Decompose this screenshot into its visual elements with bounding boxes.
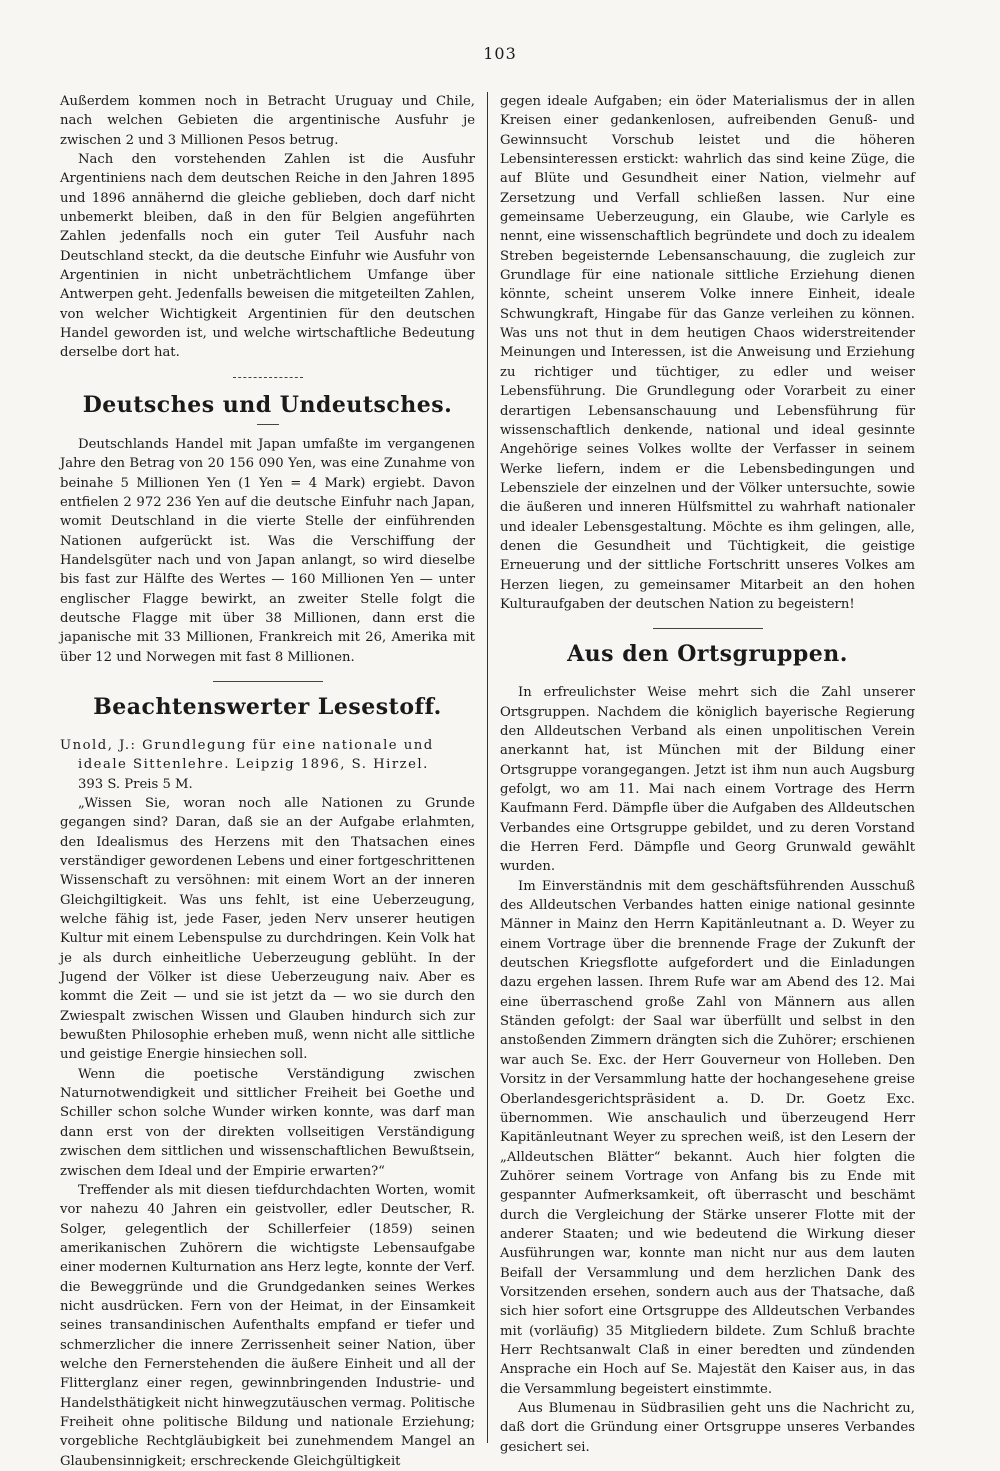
heading-underline — [257, 424, 279, 425]
page-number: 103 — [483, 44, 517, 63]
section-separator — [653, 628, 763, 629]
two-column-layout — [60, 92, 978, 1469]
left-column — [60, 92, 487, 1469]
heading-beachtenswerter-lesestoff: Beachtenswerter Lesestoff. — [93, 693, 442, 720]
continuation-paragraph: gegen ideale Aufgaben; ein öder Materialismus der in allen Kreisen einer gedankenlosen, aufreibenden Genuß- und Gewinnsucht Vorschub leistet und die höheren Lebensinteressen erstickt: wahrlich das sind keine Züge, die auf Blüte und Gesundheit einer Nation, vielmehr auf Zersetzung und Verfall schließen lassen. Nur eine gemeinsame Ueberzeugung, ein Glaube, wie Carlyle es nennt, eine wissenschaftlich begründete und doch zu idealem Streben begeisternde Lebensanschauung, die zugleich zur Grundlage für eine nationale sittliche Erziehung dienen könnte, scheint unserem Volke innere Einheit, ideale Schwungkraft, Hingabe für das Ganze verleihen zu können. Was uns not thut in dem heutigen Chaos widerstreitender Meinungen und Interessen, ist die Anweisung und Erziehung zu richtiger und tüchtiger, zu edler und weiser Lebensführung. Die Grundlegung oder Vorarbeit zu einer derartigen Lebensanschauung und Lebensführung für wissenschaftlich denkende, national und ideal gesinnte Angehörige seines Volkes wollte der Verfasser in seinem Werke liefern, indem er die Lebensbedingungen und Lebensziele der einzelnen und der Völker untersuchte, sowie die äußeren und inneren Hülfsmittel zu wahrhaft nationaler und idealer Lebensgestaltung. Möchte es ihm gelingen, alle, denen die Gesundheit und Tüchtigkeit, die geistige Erneuerung und der sittliche Fortschritt unseres Volkes am Herzen liegen, zu gemeinsamer Mitarbeit an den hohen Kulturaufgaben der deutschen Nation zu begeistern! — [500, 94, 915, 612]
book-reference-line-3: 393 S. Preis 5 M. — [78, 776, 193, 792]
heading-deutsches-und-undeutsches: Deutsches und Undeutsches. — [82, 391, 453, 418]
intro-paragraph-2: Nach den vorstehenden Zahlen ist die Ausfuhr Argentiniens nach dem deutschen Reiche in den Jahren 1895 und 1896 annähernd die gleiche geblieben, doch darf nicht unbemerkt bleiben, daß in den für Belgien angeführten Zahlen jedenfalls noch ein guter Teil Ausfuhr nach Deutschland steckt, da die deutsche Einfuhr wie Ausfuhr von Argentinien in nicht unbeträchtlichem Umfange über Antwerpen geht. Jedenfalls beweisen die mitgeteilten Zahlen, von welcher Wichtigkeit Argentinien für den deutschen Handel geworden ist, und welche wirtschaftliche Bedeutung derselbe dort hat. — [60, 152, 475, 361]
section2-paragraph-2: Wenn die poetische Verständigung zwischen Naturnotwendigkeit und sittlicher Freiheit bei Goethe und Schiller schon solche Wunder wirken konnte, was darf man dann erst von der direkten vollseitigen Verständigung zwischen dem sittlichen und wissenschaftlichen Bewußtsein, zwischen dem Ideal und der Empirie erwarten?“ — [60, 1066, 475, 1179]
section2-paragraph-3: Treffender als mit diesen tiefdurchdachten Worten, womit vor nahezu 40 Jahren ein geistvoller, edler Deutscher, R. Solger, gelegentlich der Schillerfeier (1859) seinen amerikanischen Zuhörern die wichtigste Lebensaufgabe einer modernen Kulturnation ans Herz legte, konnte der Verf. die Beweggründe und die Grundgedanken seines Werkes nicht ausdrücken. Fern von der Heimat, in der Einsamkeit seines transandinischen Aufenthalts empfand er tiefer und schmerzlicher die innere Zerrissenheit seiner Nation, über welche den Fernerstehenden die äußere Einheit und all der Flitterglanz einer regen, gewinnbringenden Industrie- und Handelsthätigkeit nicht hinwegzutäuschen vermag. Politische Freiheit ohne politische Bildung und nationale Erziehung; vorgebliche Rechtgläubigkeit bei zunehmendem Mangel an Glaubensinnigkeit; erschreckende Gleichgültigkeit — [60, 1182, 475, 1469]
ortsgruppen-paragraph-2: Im Einverständnis mit dem geschäftsführenden Ausschuß des Alldeutschen Verbandes hatten einige national gesinnte Männer in Mainz den Herrn Kapitänleutnant a. D. Weyer zu einem Vortrage über die brennende Frage der Zukunft der deutschen Kriegsflotte aufgefordert und die Einladungen dazu ergehen lassen. Ihrem Rufe war am Abend des 12. Mai eine überraschend große Zahl von Männern aus allen Ständen gefolgt: der Saal war überfüllt und selbst in den anstoßenden Zimmern drängten sich die Zuhörer; erschienen war auch Se. Exc. der Herr Gouverneur von Holleben. Den Vorsitz in der Versammlung hatte der hochangesehene greise Oberlandesgerichtspräsident a. D. Dr. Goetz Exc. übernommen. Wie anschaulich und überzeugend Herr Kapitänleutnant Weyer zu sprechen weiß, ist den Lesern der „Alldeutschen Blätter“ bekannt. Auch hier folgten die Zuhörer seinem Vortrage von Anfang bis zu Ende mit gespannter Aufmerksamkeit, oft überrascht und beschämt durch die Vergleichung der Stärke unserer Flotte mit der anderer Staaten; und wie bedeutend die Wirkung dieser Ausführungen war, konnte man nicht nur aus dem lauten Beifall der Versammlung und dem herzlichen Dank des Vorsitzenden ersehen, sondern auch aus der Thatsache, daß sich hier sofort eine Ortsgruppe des Alldeutschen Verbandes mit (vorläufig) 35 Mitgliedern bildete. Zum Schluß brachte Herr Rechtsanwalt Claß in einer beredten und zündenden Ansprache ein Hoch auf Se. Majestät den Kaiser aus, in das die Versammlung begeistert einstimmte. — [500, 878, 915, 1397]
section-separator — [233, 377, 303, 378]
heading-aus-den-ortsgruppen: Aus den Ortsgruppen. — [567, 641, 848, 668]
section2-paragraph-1: „Wissen Sie, woran noch alle Nationen zu Grunde gegangen sind? Daran, daß sie an der Aufgabe erlahmten, den Idealismus des Herzens mit den Thatsachen eines verständiger gewordenen Lebens und einer fortgeschrittenen Wissenschaft zu versöhnen: mit einem Wort an der inneren Gleichgiltigkeit. Was uns fehlt, ist eine Ueberzeugung, welche fähig ist, jede Faser, jeden Nerv unserer heutigen Kultur mit einem Lebenspulse zu durchdringen. Kein Volk hat je als durch einheitliche Ueberzeugung geblüht. In der Jugend der Völker ist diese Ueberzeugung naiv. Aber es kommt die Zeit — und sie ist jetzt da — wo sie durch den Zwiespalt zwischen Wissen und Glauben hindurch sich zur bewußten Philosophie erheben muß, wenn nicht alle sittliche und geistige Energie hinsiechen soll. — [60, 795, 475, 1063]
book-reference-line-1: Unold, J.: Grundlegung für eine nationale und — [60, 737, 434, 753]
intro-paragraph-1: Außerdem kommen noch in Betracht Uruguay und Chile, nach welchen Gebieten die argentinische Ausfuhr je zwischen 2 und 3 Millionen Pesos betrug. — [60, 94, 475, 148]
ortsgruppen-paragraph-3: Aus Blumenau in Südbrasilien geht uns die Nachricht zu, daß dort die Gründung einer Ortsgruppe unseres Verbandes gesichert sei. — [500, 1401, 915, 1455]
section1-paragraph-1: Deutschlands Handel mit Japan umfaßte im vergangenen Jahre den Betrag von 20 156 090 Yen, was eine Zunahme von beinahe 5 Millionen Yen (1 Yen = 4 Mark) ergiebt. Davon entfielen 2 972 236 Yen auf die deutsche Einfuhr nach Japan, womit Deutschland in die vierte Stelle der einführenden Nationen aufgerückt ist. Was die Verschiffung der Handelsgüter nach und von Japan anlangt, so wird dieselbe bis fast zur Hälfte des Wertes — 160 Millionen Yen — unter englischer Flagge bewirkt, an zweiter Stelle folgt die deutsche Flagge mit über 38 Millionen, dann erst die japanische mit 33 Millionen, Frankreich mit 26, Amerika mit über 12 und Norwegen mit fast 8 Millionen. — [60, 436, 475, 665]
book-reference — [60, 736, 475, 794]
ortsgruppen-paragraph-1: In erfreulichster Weise mehrt sich die Zahl unserer Ortsgruppen. Nachdem die königlich bayerische Regierung den Alldeutschen Verband als einen unpolitischen Verein anerkannt hat, ist München mit der Bildung einer Ortsgruppe vorangegangen. Jetzt ist ihm nun auch Augsburg gefolgt, wo am 11. Mai nach einem Vortrage des Herrn Kaufmann Ferd. Dämpfle über die Aufgaben des Alldeutschen Verbandes eine Ortsgruppe gebildet, und zu deren Vorstand die Herren Ferd. Dämpfle und Georg Grunwald gewählt wurden. — [500, 685, 915, 875]
right-column — [488, 92, 915, 1455]
book-reference-line-2: ideale Sittenlehre. Leipzig 1896, S. Hirzel. — [78, 757, 429, 773]
section-separator — [213, 681, 323, 682]
